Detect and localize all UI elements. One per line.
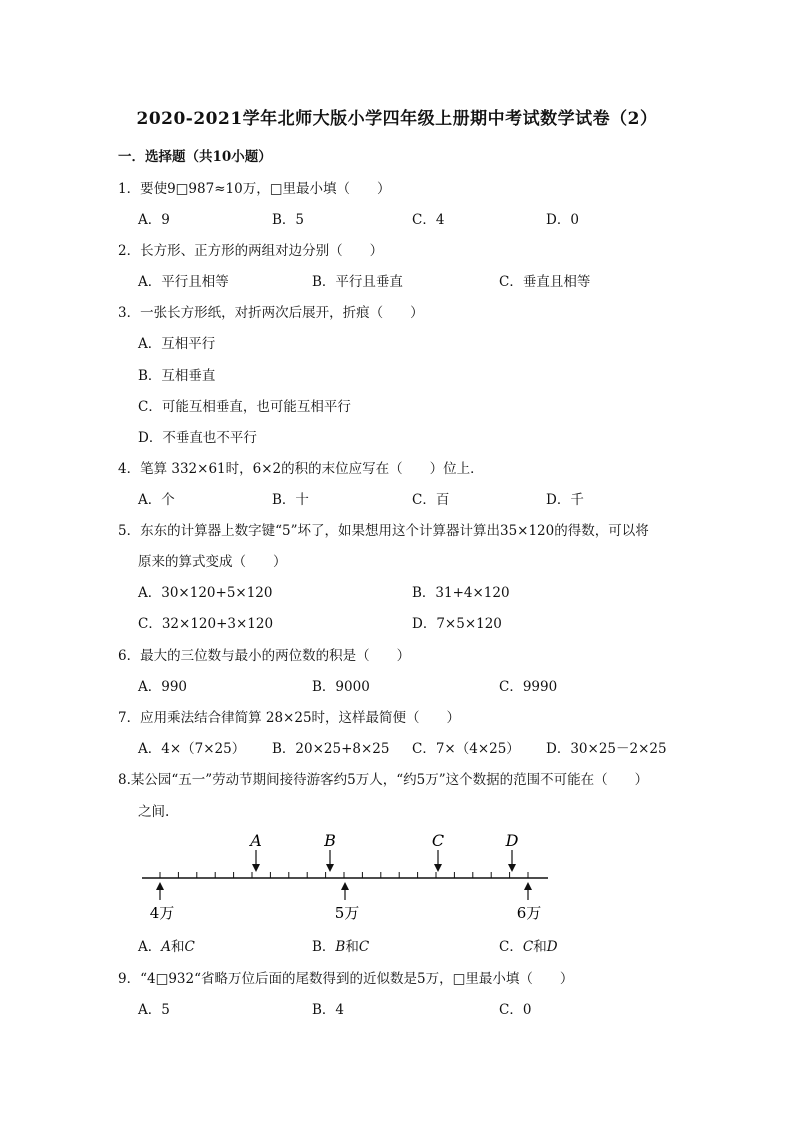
page-title: 2020-2021学年北师大版小学四年级上册期中考试数学试卷（2） bbox=[136, 109, 658, 129]
question-7-option-c[interactable]: C．7×（4×25） bbox=[412, 741, 520, 757]
question-4-option-c[interactable]: C．百 bbox=[412, 492, 450, 508]
point-d-marker bbox=[505, 831, 519, 872]
question-1-option-a[interactable]: A．9 bbox=[138, 212, 170, 228]
question-8-option-c[interactable]: C．C和D bbox=[499, 939, 558, 955]
down-arrow-icon bbox=[252, 864, 260, 872]
question-7-option-d[interactable]: D．30×25－2×25 bbox=[546, 741, 667, 757]
point-b-marker bbox=[323, 831, 336, 872]
number-line-figure bbox=[140, 826, 550, 922]
question-4-option-b[interactable]: B．十 bbox=[272, 492, 309, 508]
down-arrow-icon bbox=[326, 864, 334, 872]
question-3-option-b[interactable]: B．互相垂直 bbox=[138, 368, 216, 384]
point-c-marker bbox=[432, 831, 444, 872]
question-5-stem-continued: 原来的算式变成（ ） bbox=[138, 554, 287, 570]
question-8-option-a[interactable]: A．A和C bbox=[138, 939, 195, 955]
question-6-option-a[interactable]: A．990 bbox=[138, 679, 188, 695]
question-5-option-c[interactable]: C．32×120+3×120 bbox=[138, 616, 274, 632]
question-8-stem-continued: 之间. bbox=[138, 804, 170, 820]
question-5-stem: 5．东东的计算器上数字键“5”坏了，如果想用这个计算器计算出35×120的得数，可以将 bbox=[118, 523, 649, 539]
point-a-label: A bbox=[250, 831, 262, 850]
question-9-option-c[interactable]: C．0 bbox=[499, 1002, 532, 1018]
point-d-label: D bbox=[505, 831, 519, 850]
question-5-option-d[interactable]: D．7×5×120 bbox=[412, 616, 502, 632]
question-2-option-c[interactable]: C．垂直且相等 bbox=[499, 274, 591, 290]
question-7-stem: 7．应用乘法结合律简算 28×25时，这样最简便（ ） bbox=[118, 710, 461, 726]
question-2-stem: 2．长方形、正方形的两组对边分别（ ） bbox=[118, 243, 384, 259]
question-5-option-a[interactable]: A．30×120+5×120 bbox=[138, 585, 273, 601]
question-6-option-c[interactable]: C．9990 bbox=[499, 679, 558, 695]
tick-5wan-marker bbox=[335, 882, 360, 922]
number-line-ticks bbox=[160, 872, 528, 878]
tick-label-4wan: 4万 bbox=[149, 904, 175, 922]
question-4-stem: 4．笔算 332×61时，6×2的积的末位应写在（ ）位上． bbox=[118, 461, 484, 477]
question-9-option-a[interactable]: A．5 bbox=[138, 1002, 170, 1018]
down-arrow-icon bbox=[508, 864, 516, 872]
question-4-option-a[interactable]: A．个 bbox=[138, 492, 175, 508]
tick-label-6wan: 6万 bbox=[516, 904, 542, 922]
question-6-stem: 6．最大的三位数与最小的两位数的积是（ ） bbox=[118, 648, 411, 664]
question-6-option-b[interactable]: B．9000 bbox=[312, 679, 370, 695]
question-2-option-b[interactable]: B．平行且垂直 bbox=[312, 274, 403, 290]
tick-4wan-marker bbox=[150, 882, 175, 922]
point-a-marker bbox=[248, 831, 262, 872]
question-1-stem: 1．要使9□987≈10万，□里最小填（ ） bbox=[118, 181, 391, 197]
question-7-option-b[interactable]: B．20×25+8×25 bbox=[272, 741, 390, 757]
question-7-option-a[interactable]: A．4×（7×25） bbox=[138, 741, 246, 757]
tick-label-5wan: 5万 bbox=[334, 904, 360, 922]
question-3-stem: 3．一张长方形纸，对折两次后展开，折痕（ ） bbox=[118, 305, 424, 321]
question-8-stem: 8.某公园“五一”劳动节期间接待游客约5万人，“约5万”这个数据的范围不可能在（ ） bbox=[118, 772, 649, 788]
point-c-label: C bbox=[431, 831, 445, 850]
question-1-option-c[interactable]: C．4 bbox=[412, 212, 445, 228]
tick-6wan-marker bbox=[517, 882, 542, 922]
question-3-option-d[interactable]: D．不垂直也不平行 bbox=[138, 430, 257, 446]
question-5-option-b[interactable]: B．31+4×120 bbox=[412, 585, 510, 601]
question-2-option-a[interactable]: A．平行且相等 bbox=[138, 274, 229, 290]
question-3-option-c[interactable]: C．可能互相垂直，也可能互相平行 bbox=[138, 399, 351, 415]
question-1-option-b[interactable]: B．5 bbox=[272, 212, 305, 228]
question-9-stem: 9．“4□932“省略万位后面的尾数得到的近似数是5万，□里最小填（ ） bbox=[118, 971, 574, 987]
question-3-option-a[interactable]: A．互相平行 bbox=[138, 336, 216, 352]
down-arrow-icon bbox=[434, 864, 442, 872]
question-9-option-b[interactable]: B．4 bbox=[312, 1002, 345, 1018]
section-heading: 一．选择题（共10小题） bbox=[118, 149, 272, 165]
question-8-option-b[interactable]: B．B和C bbox=[312, 939, 370, 955]
point-b-label: B bbox=[324, 831, 336, 850]
question-1-option-d[interactable]: D．0 bbox=[546, 212, 579, 228]
question-4-option-d[interactable]: D．千 bbox=[546, 492, 584, 508]
